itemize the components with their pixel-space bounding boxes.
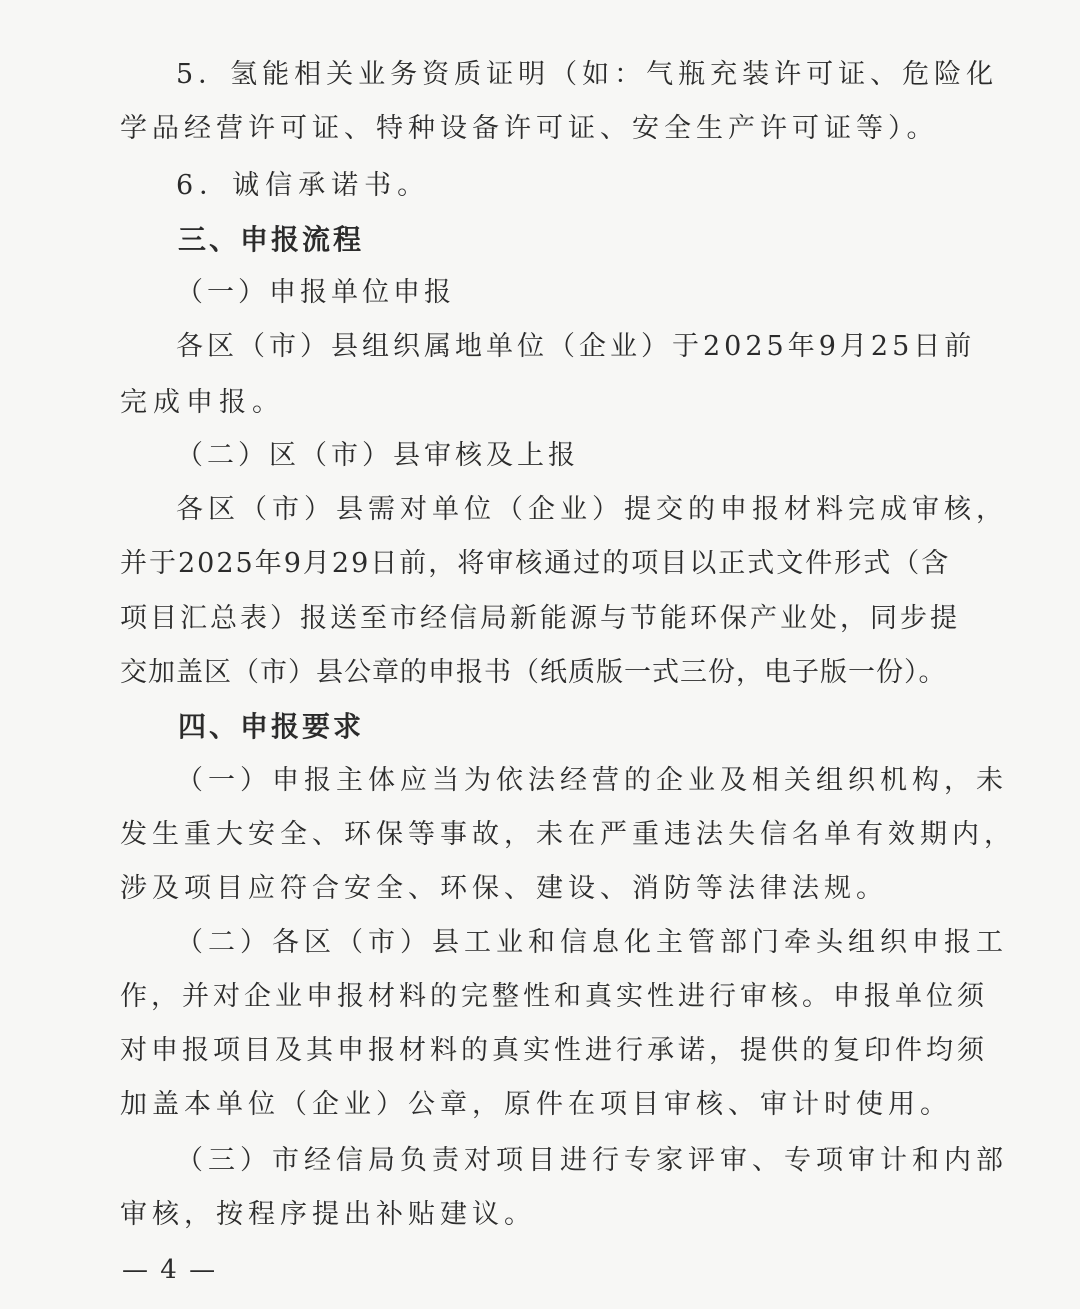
requirement-1-line-2: 发生重大安全、环保等事故，未在严重违法失信名单有效期内， [120,819,1016,850]
requirement-2-line-4: 加盖本单位（企业）公章，原件在项目审核、审计时使用。 [120,1089,952,1120]
subsection-3-1-line-1: 各区（市）县组织属地单位（企业）于2025年9月25日前 [176,331,976,362]
item-5-line-2: 学品经营许可证、特种设备许可证、安全生产许可证等）。 [120,113,939,144]
page-number: — 4 — [122,1255,218,1285]
subsection-3-1-line-2: 完成申报。 [120,387,285,418]
subsection-3-2-line-2: 并于2025年9月29日前，将审核通过的项目以正式文件形式（含 [120,548,951,579]
subsection-3-1-heading: （一）申报单位申报 [176,277,455,308]
requirement-2-line-1: （二）各区（市）县工业和信息化主管部门牵头组织申报工 [176,927,1008,958]
section-4-heading: 四、申报要求 [178,710,365,743]
requirement-2-line-3: 对申报项目及其申报材料的真实性进行承诺，提供的复印件均须 [120,1035,988,1066]
item-5-line-1: 5．氢能相关业务资质证明（如：气瓶充装许可证、危险化 [176,59,999,90]
requirement-3-line-1: （三）市经信局负责对项目进行专家评审、专项审计和内部 [176,1145,1008,1176]
requirement-1-line-3: 涉及项目应符合安全、环保、建设、消防等法律法规。 [120,873,888,904]
subsection-3-2-line-4: 交加盖区（市）县公章的申报书（纸质版一式三份，电子版一份）。 [120,657,947,688]
subsection-3-2-line-3: 项目汇总表）报送至市经信局新能源与节能环保产业处，同步提 [120,603,960,634]
requirement-1-line-1: （一）申报主体应当为依法经营的企业及相关组织机构，未 [176,765,1008,796]
subsection-3-2-line-1: 各区（市）县需对单位（企业）提交的申报材料完成审核， [176,494,1008,525]
section-3-heading: 三、申报流程 [178,223,365,256]
item-6-line: 6．诚信承诺书。 [176,170,431,201]
subsection-3-2-heading: （二）区（市）县审核及上报 [176,440,579,471]
requirement-2-line-2: 作，并对企业申报材料的完整性和真实性进行审核。申报单位须 [120,981,988,1012]
requirement-3-line-2: 审核，按程序提出补贴建议。 [120,1199,536,1230]
